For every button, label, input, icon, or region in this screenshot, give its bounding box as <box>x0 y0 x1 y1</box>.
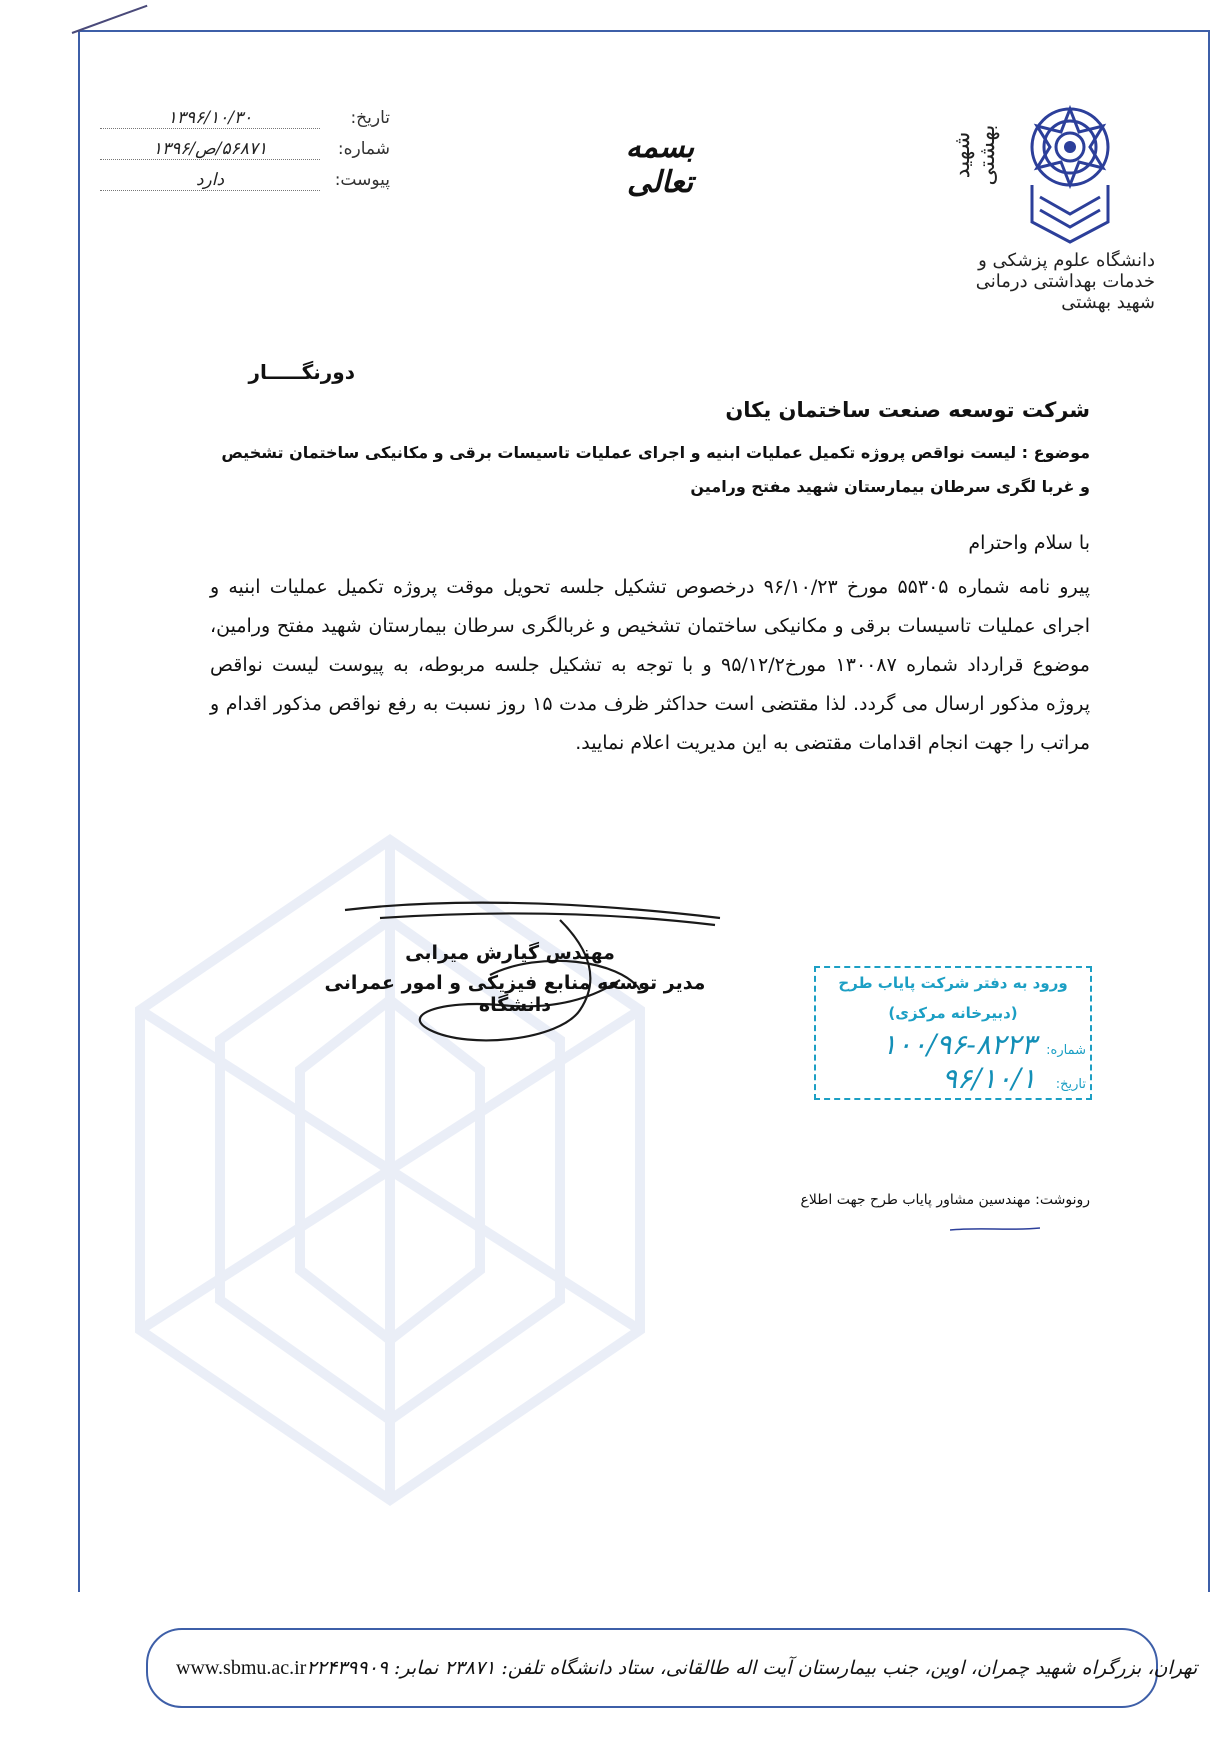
meta-number-row <box>100 139 390 170</box>
stamp-number-row <box>820 1028 1086 1061</box>
bismillah-heading: بسمه تعالی <box>625 130 695 200</box>
meta-attachment-row <box>100 170 390 201</box>
attachment-value: دارد <box>100 170 320 191</box>
carbon-copy-note: رونوشت: مهندسین مشاور پایاب طرح جهت اطلاع <box>800 1192 1090 1208</box>
footer-address: تهران، بزرگراه شهید چمران، اوین، جنب بیمارستان آیت اله طالقانی، ستاد دانشگاه تلفن: ۲۳۸۷۱ نمابر: ۲۲۴۳۹۹۰۹ <box>306 1657 1198 1679</box>
letter-body: پیرو نامه شماره ۵۵۳۰۵ مورخ ۹۶/۱۰/۲۳ درخصوص تشکیل جلسه تحویل موقت پروژه تکمیل عملیات ابنیه و اجرای عملیات تاسیسات برقی و مکانیکی ساختمان تشخیص و غربالگری سرطان بیمارستان شهید مفتح ورامین، موضوع قرارداد شماره ۱۳۰۰۸۷ مورخ۹۵/۱۲/۲ و با توجه به تشکیل جلسه مربوطه، به پیوست لیست نواقص پروژه مذکور ارسال می گردد. لذا مقتضی است حداکثر ظرف مدت ۱۵ روز نسبت به رفع نواقص مذکور اقدام و مراتب را جهت انجام اقدامات مقتضی به این مدیریت اعلام نمایید. <box>210 576 1090 754</box>
receipt-stamp <box>814 966 1092 1100</box>
university-logo-icon <box>1020 102 1120 252</box>
university-name: دانشگاه علوم پزشکی و خدمات بهداشتی درمانی شهید بهشتی <box>975 250 1155 313</box>
greeting: با سلام واحترام <box>968 532 1090 554</box>
letter-meta <box>100 108 390 201</box>
meta-date-row <box>100 108 390 139</box>
date-label: تاریخ: <box>350 108 390 128</box>
number-label: شماره: <box>337 139 390 159</box>
date-value: ۱۳۹۶/۱۰/۳۰ <box>100 108 320 129</box>
stamp-number-label: شماره: <box>1046 1043 1086 1058</box>
fax-label: دورنگـــــار <box>248 360 355 384</box>
signatory-name: مهندس گیارش میرابی <box>405 942 615 964</box>
stamp-number-value: ۱۰۰/۹۶-۸۲۲۳ <box>881 1028 1036 1061</box>
number-value: ۵۶۸۷۱/ص/۱۳۹۶ <box>100 139 320 160</box>
footer-address-box <box>146 1628 1198 1708</box>
stamp-date-value: ۹۶/۱۰/۱ <box>941 1062 1036 1095</box>
logo-side-text: شهید بهشتی <box>950 124 1000 186</box>
attachment-label: پیوست: <box>334 170 390 190</box>
subject-line: موضوع : لیست نواقص پروژه تکمیل عملیات ابنیه و اجرای عملیات تاسیسات برقی و مکانیکی ساختمان تشخیص و غربا لگری سرطان بیمارستان شهید مفتح ورامین <box>221 443 1090 496</box>
handwritten-signature <box>340 880 740 1050</box>
footer-website-link[interactable]: www.sbmu.ac.ir <box>176 1656 307 1679</box>
stamp-title: ورود به دفتر شرکت پایاب طرح <box>838 974 1068 992</box>
stamp-subtitle: (دبیرخانه مرکزی) <box>888 1004 1018 1022</box>
cc-pen-underline <box>950 1226 1040 1232</box>
signatory-title: مدیر توسعه منابع فیزیکی و امور عمرانی دانشگاه <box>324 972 706 1016</box>
stamp-date-row <box>820 1062 1086 1095</box>
stamp-date-label: تاریخ: <box>1055 1077 1086 1092</box>
recipient: شرکت توسعه صنعت ساختمان یکان <box>725 398 1090 422</box>
